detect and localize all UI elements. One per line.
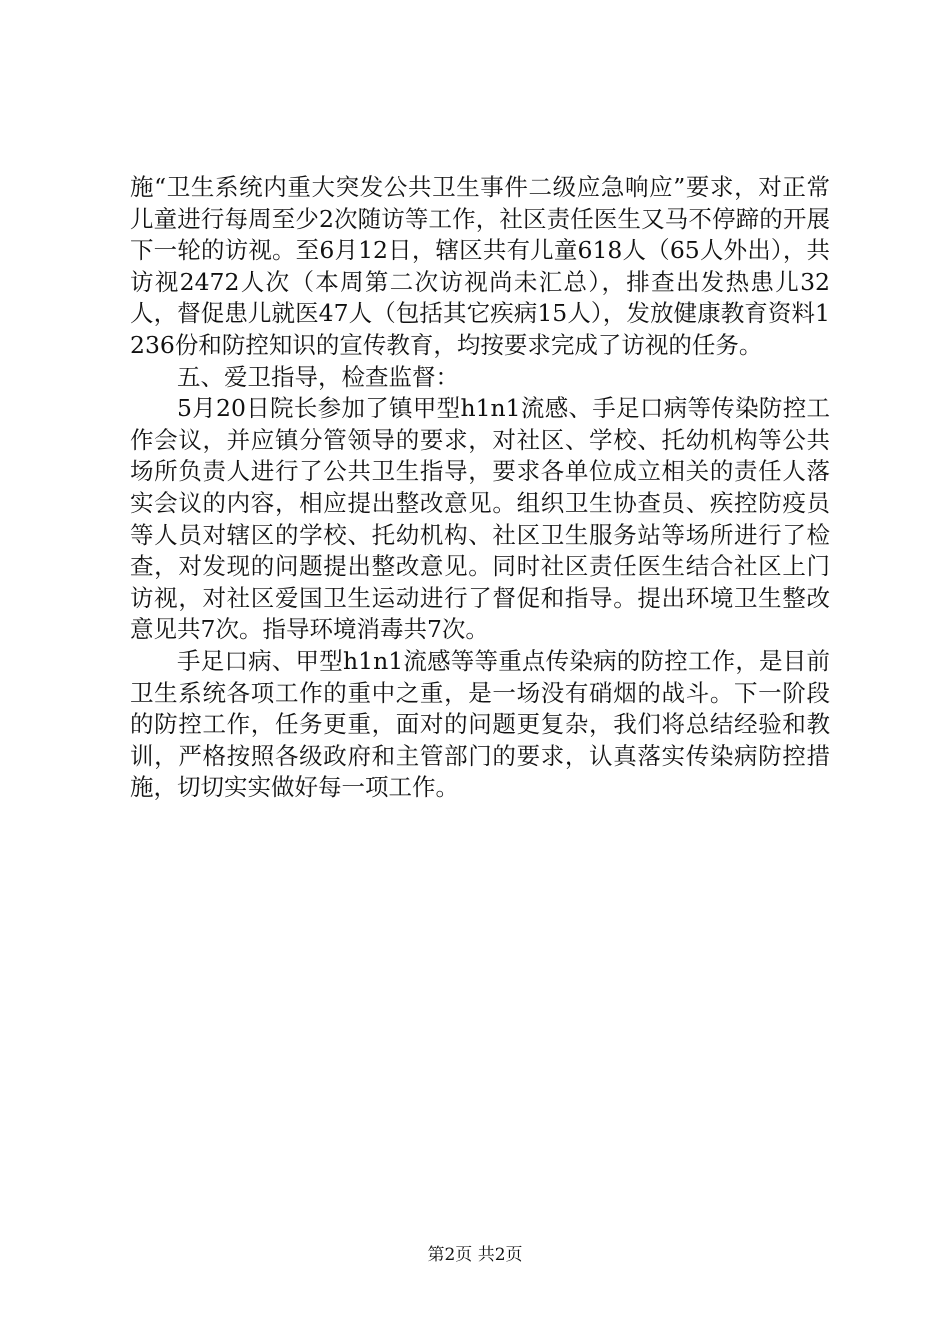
document-body — [130, 172, 830, 804]
page-number-footer: 第2页 共2页 — [427, 1245, 523, 1265]
paragraph-3: 手足口病、甲型h1n1流感等等重点传染病的防控工作，是目前卫生系统各项工作的重中之重，是一场没有硝烟的战斗。下一阶段的防控工作，任务更重，面对的问题更复杂，我们将总结经验和教训，严格按照各级政府和主管部门的要求，认真落实传染病防控措施，切切实实做好每一项工作。 — [130, 646, 830, 802]
paragraph-1: 施“卫生系统内重大突发公共卫生事件二级应急响应”要求，对正常儿童进行每周至少2次随访等工作，社区责任医生又马不停蹄的开展下一轮的访视。至6月12日，辖区共有儿童618人（65人外出），共访视2472人次（本周第二次访视尚未汇总），排查出发热患儿32人，督促患儿就医47人（包括其它疾病15人），发放健康教育资料1236份和防控知识的宣传教育，均按要求完成了访视的任务。 — [130, 173, 830, 359]
section-heading-5: 五、爱卫指导，检查监督： — [177, 362, 459, 391]
paragraph-2: 5月20日院长参加了镇甲型h1n1流感、手足口病等传染防控工作会议，并应镇分管领导的要求，对社区、学校、托幼机构等公共场所负责人进行了公共卫生指导，要求各单位成立相关的责任人落实会议的内容，相应提出整改意见。组织卫生协查员、疾控防疫员等人员对辖区的学校、托幼机构、社区卫生服务站等场所进行了检查，对发现的问题提出整改意见。同时社区责任医生结合社区上门访视，对社区爱国卫生运动进行了督促和指导。提出环境卫生整改意见共7次。指导环境消毒共7次。 — [130, 394, 830, 644]
